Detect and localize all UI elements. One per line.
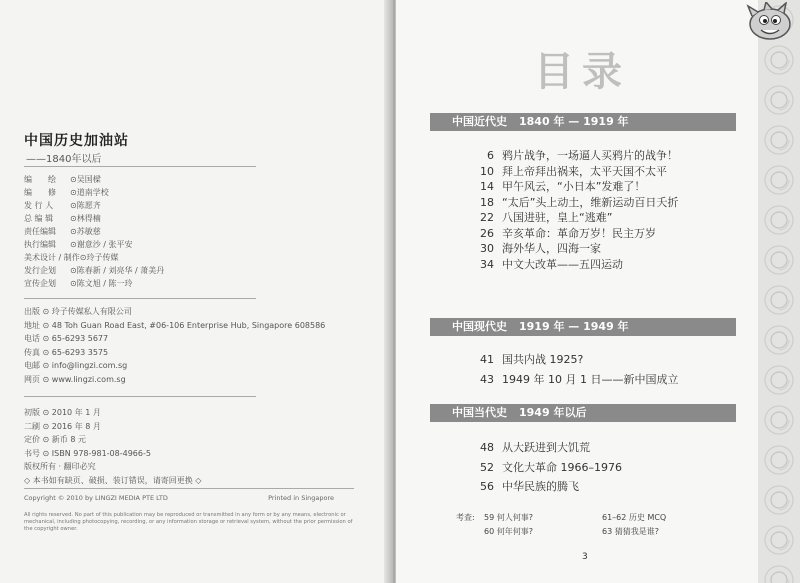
publisher-line: 电邮 ⊙ info@lingzi.com.sg <box>24 361 128 370</box>
publisher-line: 出版 ⊙ 玲子传媒私人有限公司 <box>24 307 132 316</box>
toc-entry[interactable]: 18 “太后”头上动土，维新运动百日夭折 <box>480 195 679 209</box>
publisher-line: 网页 ⊙ www.lingzi.com.sg <box>24 374 126 384</box>
dragon-mascot-icon <box>744 2 794 42</box>
quiz-label: 考查: <box>456 513 475 522</box>
printing-line: 定价 ⊙ 新币 8 元 <box>24 435 86 444</box>
section-name: 中国现代史 <box>452 320 507 333</box>
divider <box>24 166 256 167</box>
section-name: 中国当代史 <box>452 406 507 419</box>
section-years: 1840 年 — 1919 年 <box>519 115 629 128</box>
section-entries <box>456 148 756 272</box>
credit-row: 发行企划 ⊙陈春新 / 刘亮华 / 萧美丹 <box>24 266 165 275</box>
toc-entry[interactable]: 34 中文大改革——五四运动 <box>480 257 623 271</box>
section-header-modern <box>430 113 736 131</box>
quiz-item[interactable]: 61–62 历史 MCQ <box>602 513 667 522</box>
toc-entry[interactable]: 48 从大跃进到大饥荒 <box>480 441 590 454</box>
toc-entry[interactable]: 43 1949 年 10 月 1 日——新中国成立 <box>480 372 679 386</box>
section-entries <box>456 440 756 495</box>
contents-title: 目录 <box>534 49 630 95</box>
copyright-line <box>24 494 354 502</box>
toc-entry[interactable]: 6 鸦片战争，一场逼人买鸦片的战争！ <box>487 149 678 162</box>
section-name: 中国近代史 <box>452 115 507 128</box>
printed-in: Printed in Singapore <box>268 494 334 502</box>
divider <box>24 396 256 397</box>
book-subtitle: ——1840年以后 <box>26 154 102 165</box>
toc-entry[interactable]: 56 中华民族的腾飞 <box>480 480 579 493</box>
credit-row: 宣传企划 ⊙陈文旭 / 陈一玲 <box>24 279 133 288</box>
quiz-item[interactable]: 63 猜猜我是谁? <box>602 527 659 536</box>
credit-row: 编 绘 ⊙吴国樑 <box>24 175 101 184</box>
printing-line: ◇ 本书如有缺页、破损、装订错误，请寄回更换 ◇ <box>24 475 202 485</box>
publisher-info <box>24 305 364 386</box>
section-header-current <box>430 404 736 422</box>
toc-entry[interactable]: 30 海外华人，四海一家 <box>480 242 601 255</box>
credit-row: 发 行 人 ⊙陈愿齐 <box>24 201 101 210</box>
contents-page <box>396 0 800 583</box>
rights-notice: All rights reserved. No part of this publication may be reproduced or transmitted in any form or by any means, electronic or mechanical, including photocopying, recording, or any information storage or retrieval system, without the prior permission of the copyright owner. <box>24 512 353 532</box>
divider <box>24 488 354 489</box>
credits-list <box>24 173 354 290</box>
copyright-text: Copyright © 2010 by LINGZI MEDIA PTE LTD <box>24 494 168 502</box>
section-header-contemporary <box>430 318 736 336</box>
toc-entry[interactable]: 10 拜上帝拜出祸来，太平天国不太平 <box>480 164 667 178</box>
divider <box>24 298 256 299</box>
printing-line: 书号 ⊙ ISBN 978-981-08-4966-5 <box>24 448 151 458</box>
credit-row: 美术设计 / 制作⊙玲子传媒 <box>24 253 119 262</box>
printing-line: 版权所有 · 翻印必究 <box>24 462 96 471</box>
toc-entry[interactable]: 26 辛亥革命：革命万岁！民主万岁 <box>480 226 656 240</box>
toc-entry[interactable]: 14 甲午风云，“小日本”发难了！ <box>480 180 646 193</box>
toc-entry[interactable]: 41 国共内战 1925? <box>480 353 584 366</box>
credit-row: 总 编 辑 ⊙林得楠 <box>24 214 101 223</box>
printing-line: 二刷 ⊙ 2016 年 8 月 <box>24 421 101 431</box>
section-entries <box>456 352 756 387</box>
page-number: 3 <box>582 552 588 562</box>
credit-row: 编 修 ⊙道南学校 <box>24 188 109 197</box>
book-title: 中国历史加油站 <box>24 133 129 149</box>
quiz-item[interactable]: 60 何年何事? <box>484 527 533 536</box>
printing-line: 初版 ⊙ 2010 年 1 月 <box>24 408 101 417</box>
section-years: 1949 年以后 <box>519 406 587 419</box>
copyright-page <box>0 0 393 583</box>
toc-entry[interactable]: 22 八国进驻，皇上“逃难” <box>480 211 613 224</box>
credit-row: 执行编辑 ⊙谢意沙 / 张平安 <box>24 240 133 249</box>
toc-entry[interactable]: 52 文化大革命 1966–1976 <box>480 460 622 474</box>
quiz-item[interactable]: 59 何人何事? <box>484 513 533 522</box>
publisher-line: 传真 ⊙ 65-6293 3575 <box>24 347 109 357</box>
section-years: 1919 年 — 1949 年 <box>519 320 629 333</box>
credit-row: 责任编辑 ⊙苏敏慈 <box>24 227 101 236</box>
publisher-line: 地址 ⊙ 48 Toh Guan Road East, #06-106 Enterprise Hub, Singapore 608586 <box>24 320 326 330</box>
printing-info <box>24 406 201 487</box>
swirl-pattern-border <box>758 0 800 583</box>
publisher-line: 电话 ⊙ 65-6293 5677 <box>24 334 109 343</box>
